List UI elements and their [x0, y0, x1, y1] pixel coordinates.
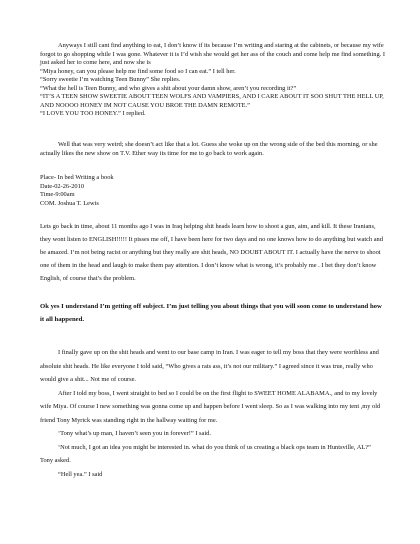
base-camp-paragraph: I finally gave up on the shit heads and went to our base camp in Iran. I was eager to tell my boss that they were worthless and absolute shit heads. He like everyone I told said, “Who gives a rats ass, it’s not our military.” I agreed since it was true, really who would give a shit... Not me of course. [40, 349, 379, 383]
dialogue-line: ‘Not much, I got an idea you might be interested in. what do you think of us creating a black ops team in Huntsville, AL?” Tony asked. [40, 443, 371, 464]
entry-author: COM. Joshua T. Lewis [40, 199, 99, 207]
entry-date: Date-02-26-2010 [40, 182, 85, 190]
reflection-paragraph: Well that was very weird; she doesn’t act like that a lot. Guess she woke up on the wrong side of the bed this morning, or she actually likes the new show on T.V. Ether way its time for me to go back to work again. [40, 141, 378, 157]
dialogue-line: “Miya honey, can you please help me find some food so I can eat.” I tell her. [40, 67, 236, 75]
entry-place: Place- In bed Writing a book [40, 174, 114, 181]
entry-time: Time-9:00am [40, 191, 75, 198]
entry-header [40, 174, 385, 208]
dialogue-line: “Sorry sweetie I’m watching Teen Bunny” She replies. [40, 76, 181, 83]
dialogue-line: ‘Tony what’s up man, I haven’t seen you in forever!” I said. [58, 430, 211, 437]
dialogue-line: “I LOVE YOU TOO HONEY.” I replied. [40, 110, 146, 117]
opening-section [40, 42, 385, 119]
bold-aside-paragraph: Ok yes I understand I’m getting off subject. I’m just telling you about things that you will soon come to understand how it all happened. [40, 303, 382, 323]
dialogue-line: “Hell yea.” I said [58, 470, 103, 478]
dialogue-line: “What the hell is Teen Bunny, and who gives a shit about your damn show, aren’t you recording it?” [40, 84, 297, 92]
opening-paragraph: Anyways I still cant find anything to eat, I don’t know if its because I’m writing and staring at the cabinets, or because my wife forgot to go shopping while I was gone. Whatever it is I’d wish she would get her ass of the couch and come help me find something. I just asked her to come here, and now she is [40, 42, 385, 66]
tent-paragraph: After I told my boss, I went straight to bed so I could be on the first flight to SWEET HOME ALABAMA., and to my lovely wife Miya. Of course I new something was gonna come up and happen before I went sleep. So as I was walking into my tent ,my old friend Tony Myrick was standing right in the hallway waiting for me. [40, 389, 381, 424]
flashback-paragraph: Lets go back in time, about 11 months ago I was in Iraq helping shit heads learn how to shoot a gun, aim, and kill. It these Iranians, they wont listen to ENGLISH!!!!! It pisses me off, I have been here for two days and no one knows how to do anything but watch and be amazed. I’m not being racist or anything but they really are shit heads, NO DOUBT ABOUT IT. I actually have the nerve to shoot one of them in the head and laugh to make them pay attention. I don’t know what is wrong, it’s probably me . I bet they don’t know English, of course that’s the problem. [40, 223, 383, 282]
dialogue-line: “IT’S A TEEN SHOW SWEETIE ABOUT TEEN WOLFS AND VAMPIERS, AND I CARE ABOUT IT SOO SHUT THE HELL UP, AND NOOOO HONEY IM NOT CAUSE YOU BROE THE DAMN REMOTE.” [40, 93, 384, 109]
story-section [40, 346, 385, 481]
